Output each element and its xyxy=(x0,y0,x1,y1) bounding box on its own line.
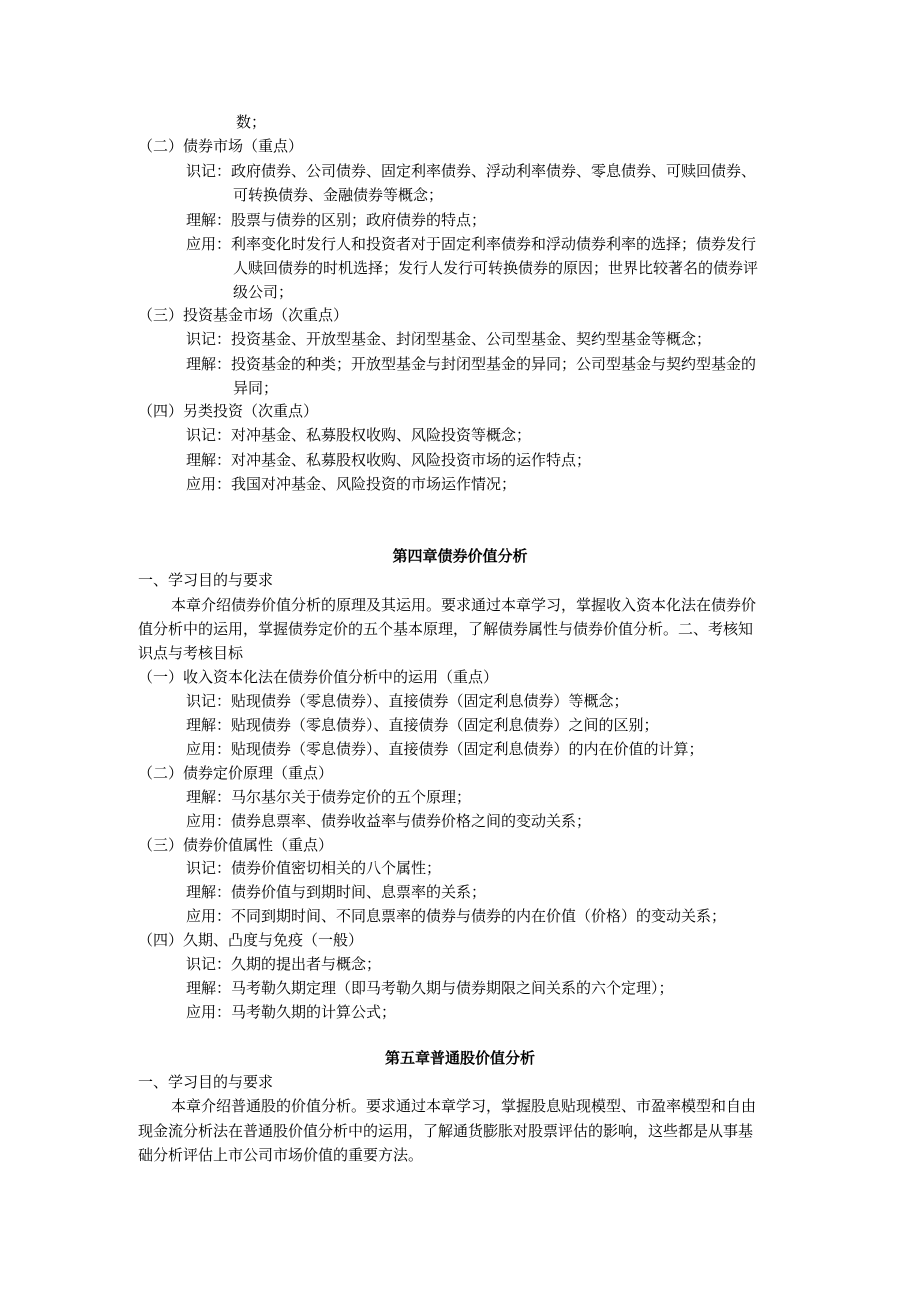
text-line: 理解：贴现债券（零息债券）、直接债券（固定利息债券）之间的区别； xyxy=(186,716,659,734)
text-line: 识记：对冲基金、私募股权收购、风险投资等概念； xyxy=(186,426,532,444)
subsection-heading: （三）债券价值属性（重点） xyxy=(138,836,334,854)
subsection-heading: （四）另类投资（次重点） xyxy=(138,402,319,420)
text-line: 级公司； xyxy=(233,283,294,301)
subsection-heading: （三）投资基金市场（次重点） xyxy=(138,306,349,324)
section-heading: 一、学习目的与要求 xyxy=(138,571,274,589)
text-line: 理解：对冲基金、私募股权收购、风险投资市场的运作特点； xyxy=(186,451,592,469)
paragraph-line: 现金流分析法在普通股价值分析中的运用，了解通货膨胀对股票评估的影响，这些都是从事基 xyxy=(138,1122,754,1140)
text-line: 数； xyxy=(236,113,267,131)
text-line: 识记：政府债券、公司债券、固定利率债券、浮动利率债券、零息债券、可赎回债券、 xyxy=(186,162,757,180)
text-line: 理解：投资基金的种类；开放型基金与封闭型基金的异同；公司型基金与契约型基金的 xyxy=(186,355,757,373)
text-line: 可转换债券、金融债券等概念； xyxy=(233,186,444,204)
text-line: 理解：债券价值与到期时间、息票率的关系； xyxy=(186,883,487,901)
text-line: 应用：马考勒久期的计算公式； xyxy=(186,1003,397,1021)
paragraph-line: 础分析评估上市公司市场价值的重要方法。 xyxy=(138,1146,424,1164)
text-line: 理解：马尔基尔关于债券定价的五个原理； xyxy=(186,788,472,806)
text-line: 应用：利率变化时发行人和投资者对于固定利率债券和浮动债券利率的选择；债券发行 xyxy=(186,235,757,253)
text-line: 识记：投资基金、开放型基金、封闭型基金、公司型基金、契约型基金等概念； xyxy=(186,330,712,348)
chapter-title: 第四章债券价值分析 xyxy=(392,547,528,565)
paragraph-line: 本章介绍普通股的价值分析。要求通过本章学习，掌握股息贴现模型、市盈率模型和自由 xyxy=(171,1097,757,1115)
text-line: 应用：不同到期时间、不同息票率的债券与债券的内在价值（价格）的变动关系； xyxy=(186,907,727,925)
paragraph-line: 值分析中的运用，掌握债券定价的五个基本原理，了解债券属性与债券价值分析。二、考核知 xyxy=(138,620,754,638)
text-line: 识记：债券价值密切相关的八个属性； xyxy=(186,859,442,877)
text-line: 应用：我国对冲基金、风险投资的市场运作情况； xyxy=(186,475,517,493)
text-line: 异同； xyxy=(233,379,279,397)
paragraph-line: 识点与考核目标 xyxy=(138,644,244,662)
text-line: 应用：债券息票率、债券收益率与债券价格之间的变动关系； xyxy=(186,812,592,830)
section-heading: 一、学习目的与要求 xyxy=(138,1073,274,1091)
text-line: 识记：贴现债券（零息债券）、直接债券（固定利息债券）等概念； xyxy=(186,692,629,710)
text-line: 识记：久期的提出者与概念； xyxy=(186,955,382,973)
paragraph-line: 本章介绍债券价值分析的原理及其运用。要求通过本章学习，掌握收入资本化法在债券价 xyxy=(171,596,757,614)
text-line: 理解：股票与债券的区别；政府债券的特点； xyxy=(186,211,487,229)
chapter-title: 第五章普通股价值分析 xyxy=(384,1049,535,1067)
subsection-heading: （一）收入资本化法在债券价值分析中的运用（重点） xyxy=(138,668,499,686)
subsection-heading: （二）债券定价原理（重点） xyxy=(138,764,334,782)
text-line: 人赎回债券的时机选择；发行人发行可转换债券的原因；世界比较著名的债券评 xyxy=(233,259,759,277)
subsection-heading: （二）债券市场（重点） xyxy=(138,137,304,155)
subsection-heading: （四）久期、凸度与免疫（一般） xyxy=(138,931,364,949)
text-line: 应用：贴现债券（零息债券）、直接债券（固定利息债券）的内在价值的计算； xyxy=(186,740,704,758)
text-line: 理解：马考勒久期定理（即马考勒久期与债券期限之间关系的六个定理）； xyxy=(186,979,674,997)
